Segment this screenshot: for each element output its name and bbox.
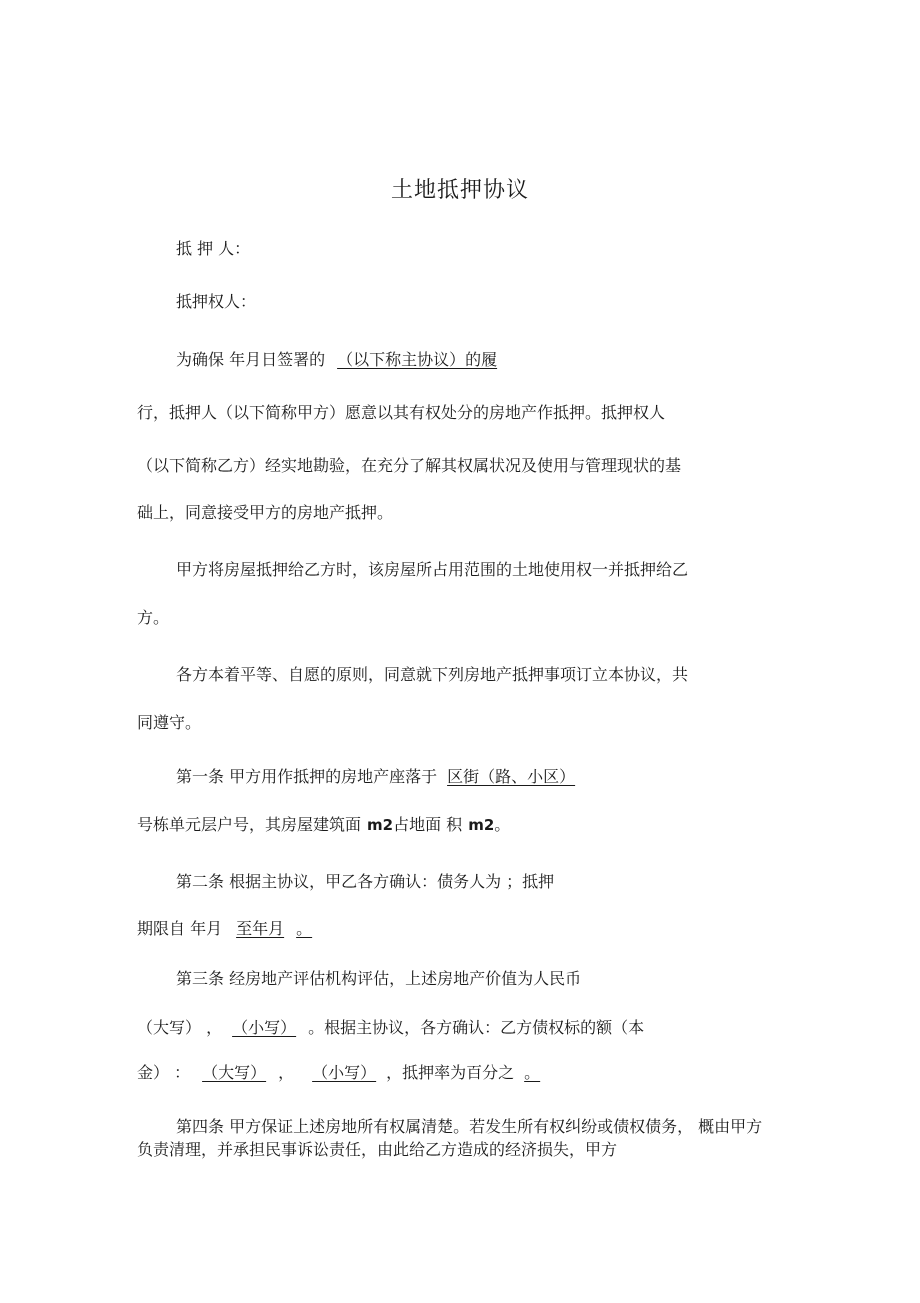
article3-blank-figure: （小写） [312,1063,377,1082]
article1-line2-end: 。 [494,815,511,834]
intro-line-3: （以下简称乙方）经实地勘验，在充分了解其权属状况及使用与管理现状的基 [137,456,682,475]
article3-l3-c: ， [278,1063,295,1082]
article3-blank-small: （小写） [232,1018,297,1037]
para3-line-2: 同遵守。 [137,713,202,732]
article2-blank-period: 至年月 [236,919,285,938]
article2-text: 第二条 根据主协议，甲乙各方确认：债务人为 ；抵押 [176,872,555,891]
intro-line-1 [176,349,505,371]
para3-line-1: 各方本着平等、自愿的原则，同意就下列房地产抵押事项订立本协议，共 [176,665,689,684]
article3-l3-e: ，抵押率为百分之 [386,1063,515,1082]
article1-line2-text: 号栋单元层户号，其房屋建筑面 [137,815,362,834]
intro-line-4: 础上，同意接受甲方的房地产抵押。 [137,503,394,522]
article3-line-2 [137,1017,644,1039]
article4-line-1: 第四条 甲方保证上述房地所有权属清楚。若发生所有权纠纷或债权债务， 概由甲方 [176,1117,763,1136]
intro-text: 为确保 年月日签署的 [176,350,326,369]
article4-line-2: 负责清理，并承担民事诉讼责任，由此给乙方造成的经济损失，甲方 [137,1140,618,1159]
para2-line-1: 甲方将房屋抵押给乙方时，该房屋所占用范围的土地使用权一并抵押给乙 [176,560,689,579]
article2-line2-end: 。 [296,919,313,938]
article3-text-c: 。根据主协议，各方确认：乙方债权标的额（本 [308,1018,645,1037]
article3-text-a: （大写） ， [137,1018,223,1037]
article1-line-2 [137,814,510,836]
unit-m2-land: m2 [468,816,495,834]
article1-blank-location: 区街（路、小区） [447,767,576,786]
article2-line-2 [137,918,320,940]
para2-line-2: 方。 [137,608,170,627]
article3-line-1: 第三条 经房地产评估机构评估，上述房地产价值为人民币 [176,969,582,988]
article3-line-3 [137,1062,552,1084]
document-title: 土地抵押协议 [390,178,529,203]
unit-m2-building: m2 [367,816,394,834]
article2-line-1 [176,871,574,893]
article1-text: 第一条 甲方用作抵押的房地产座落于 [176,767,438,786]
article2-line2-text: 期限自 年月 [137,919,223,938]
mortgagee-label: 抵押权人： [176,292,257,311]
article3-blank-capital: （大写） [202,1063,267,1082]
article1-line2-text-b: 占地面 积 [393,815,463,834]
mortgagor-label: 抵 押 人： [176,239,251,258]
article3-l3-a: 金） ： [137,1063,191,1082]
article1-line-1 [176,766,587,788]
intro-line-2: 行，抵押人（以下简称甲方）愿意以其有权处分的房地产作抵押。抵押权人 [137,403,666,422]
intro-blank-agreement: （以下称主协议）的履 [337,350,498,369]
article3-blank-rate: 。 [524,1063,541,1082]
